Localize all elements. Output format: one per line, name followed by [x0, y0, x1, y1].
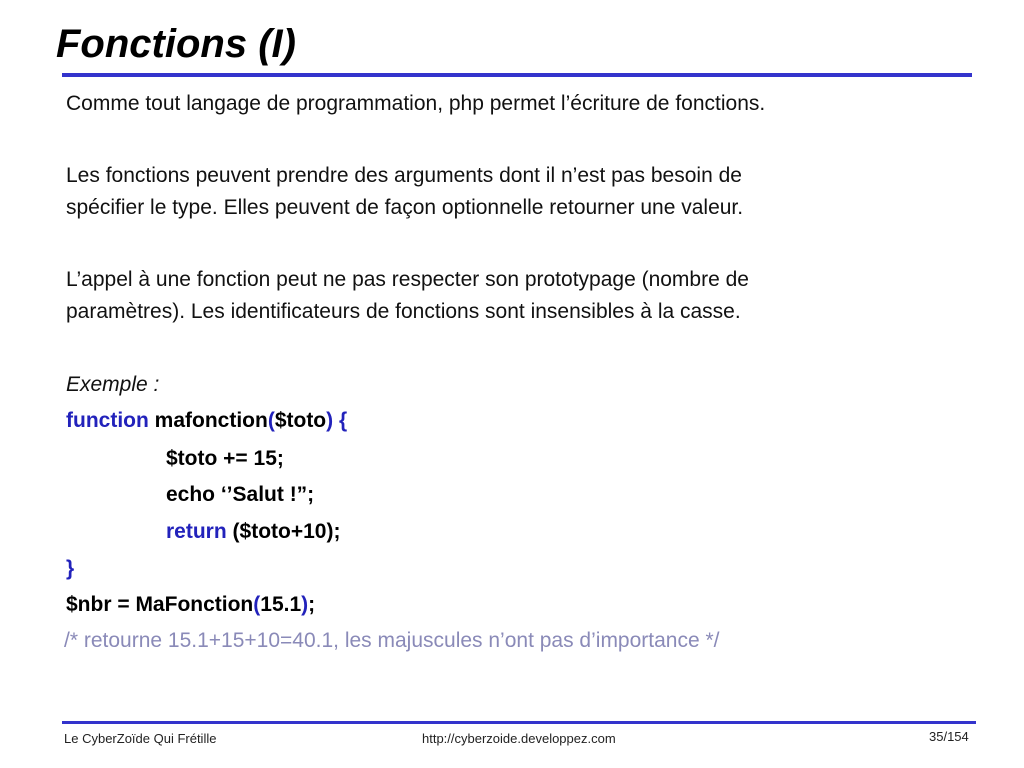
keyword-return: return [166, 520, 227, 543]
code-line-echo: echo ‘’Salut !”; [166, 483, 315, 506]
footer-divider [62, 721, 976, 724]
page-number: 35/154 [929, 729, 969, 744]
footer-url: http://cyberzoide.developpez.com [422, 731, 616, 746]
call-lhs: $nbr = MaFonction [66, 593, 254, 616]
return-expression: ($toto+10); [226, 520, 341, 543]
example-label: Exemple : [66, 373, 160, 396]
code-line-increment: $toto += 15; [166, 447, 284, 470]
code-line-return [166, 516, 340, 548]
call-argument: 15.1 [260, 593, 302, 616]
paragraph-arguments [66, 160, 743, 224]
paragraph-intro: Comme tout langage de programmation, php permet l’écriture de fonctions. [66, 92, 766, 115]
paragraph-arguments-line-1: Les fonctions peuvent prendre des arguments dont il n’est pas besoin de [66, 164, 742, 187]
call-semicolon: ; [308, 593, 316, 616]
code-line-close-brace: } [66, 557, 75, 580]
code-line-call [66, 589, 315, 621]
open-paren: ( [267, 409, 275, 432]
keyword-function: function [66, 409, 149, 432]
paragraph-prototype-line-1: L’appel à une fonction peut ne pas respecter son prototypage (nombre de [66, 268, 749, 291]
close-paren-brace: ) { [326, 409, 348, 432]
call-close-paren: ) [301, 593, 309, 616]
paragraph-prototype-line-2: paramètres). Les identificateurs de fonctions sont insensibles à la casse. [66, 300, 741, 323]
paragraph-prototype [66, 264, 749, 328]
function-name: mafonction [148, 409, 268, 432]
code-line-function-decl [66, 405, 347, 437]
paragraph-arguments-line-2: spécifier le type. Elles peuvent de façon optionnelle retourner une valeur. [66, 196, 744, 219]
title-divider [62, 73, 972, 77]
footer-author: Le CyberZoïde Qui Frétille [64, 731, 217, 746]
code-comment: /* retourne 15.1+15+10=40.1, les majuscules n’ont pas d’importance */ [64, 629, 720, 652]
call-open-paren: ( [253, 593, 261, 616]
slide-title: Fonctions (I) [56, 22, 296, 66]
parameter: $toto [274, 409, 327, 432]
